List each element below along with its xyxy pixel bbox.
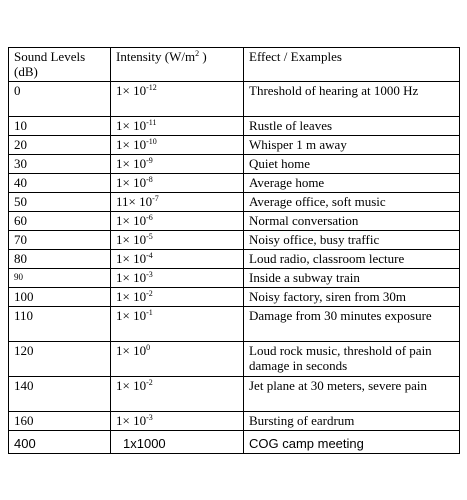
intensity-cell: $1\times 10^{-10}$	[111, 136, 244, 155]
effect-cell: Normal conversation	[244, 212, 460, 231]
table-row	[9, 231, 460, 250]
intensity-cell: $11\times 10^{-7}$	[111, 193, 244, 212]
effect-cell: Average home	[244, 174, 460, 193]
intensity-cell: 1x1000	[111, 431, 244, 454]
effect-cell: Whisper 1 m away	[244, 136, 460, 155]
table-row	[9, 288, 460, 307]
header-sound-levels: Sound Levels (dB)	[9, 48, 111, 82]
level-cell: 120	[9, 342, 111, 377]
level-cell: 10	[9, 117, 111, 136]
level-cell: 140	[9, 377, 111, 412]
level-cell: 50	[9, 193, 111, 212]
effect-cell: Jet plane at 30 meters, severe pain	[244, 377, 460, 412]
level-cell: 110	[9, 307, 111, 342]
table-row	[9, 155, 460, 174]
effect-cell: Loud rock music, threshold of pain damage in seconds	[244, 342, 460, 377]
effect-cell: Noisy office, busy traffic	[244, 231, 460, 250]
table-row	[9, 377, 460, 412]
table-row	[9, 117, 460, 136]
level-cell: 40	[9, 174, 111, 193]
table-row	[9, 412, 460, 431]
effect-cell: Rustle of leaves	[244, 117, 460, 136]
table-row	[9, 269, 460, 288]
intensity-cell: $1\times 10^{-3}$	[111, 412, 244, 431]
effect-cell: Loud radio, classroom lecture	[244, 250, 460, 269]
effect-cell: COG camp meeting	[244, 431, 460, 454]
effect-cell: Average office, soft music	[244, 193, 460, 212]
effect-cell: Quiet home	[244, 155, 460, 174]
table-row	[9, 212, 460, 231]
sound-levels-table	[8, 47, 460, 454]
effect-cell: Inside a subway train	[244, 269, 460, 288]
header-effect: Effect / Examples	[244, 48, 460, 82]
level-cell: 160	[9, 412, 111, 431]
effect-cell: Damage from 30 minutes exposure	[244, 307, 460, 342]
intensity-cell: $1\times 10^{-5}$	[111, 231, 244, 250]
intensity-cell: $1\times 10^{-2}$	[111, 377, 244, 412]
intensity-cell: $1\times 10^{-6}$	[111, 212, 244, 231]
table-row-last	[9, 431, 460, 454]
effect-cell: Noisy factory, siren from 30m	[244, 288, 460, 307]
intensity-cell: $1\times 10^{-12}$	[111, 82, 244, 117]
table-row	[9, 136, 460, 155]
table-row	[9, 342, 460, 377]
table-row	[9, 174, 460, 193]
effect-cell: Bursting of eardrum	[244, 412, 460, 431]
level-cell: 30	[9, 155, 111, 174]
intensity-cell: $1\times 10^{-8}$	[111, 174, 244, 193]
table-row	[9, 307, 460, 342]
effect-cell: Threshold of hearing at 1000 Hz	[244, 82, 460, 117]
table-row	[9, 250, 460, 269]
intensity-cell: $1\times 10^{-9}$	[111, 155, 244, 174]
level-cell: 20	[9, 136, 111, 155]
header-intensity: Intensity ($W/m^2$ )	[111, 48, 244, 82]
intensity-cell: $1\times 10^{-11}$	[111, 117, 244, 136]
intensity-cell: $1\times 10^{-3}$	[111, 269, 244, 288]
level-cell: 70	[9, 231, 111, 250]
table-header-row	[9, 48, 460, 82]
level-cell: 0	[9, 82, 111, 117]
intensity-cell: $1\times 10^{-2}$	[111, 288, 244, 307]
level-cell: 400	[9, 431, 111, 454]
level-cell: 100	[9, 288, 111, 307]
table-row	[9, 82, 460, 117]
intensity-cell: $1\times 10^0$	[111, 342, 244, 377]
table-row	[9, 193, 460, 212]
level-cell: 90	[9, 269, 111, 288]
level-cell: 80	[9, 250, 111, 269]
level-cell: 60	[9, 212, 111, 231]
intensity-cell: $1\times 10^{-1}$	[111, 307, 244, 342]
intensity-cell: $1\times 10^{-4}$	[111, 250, 244, 269]
